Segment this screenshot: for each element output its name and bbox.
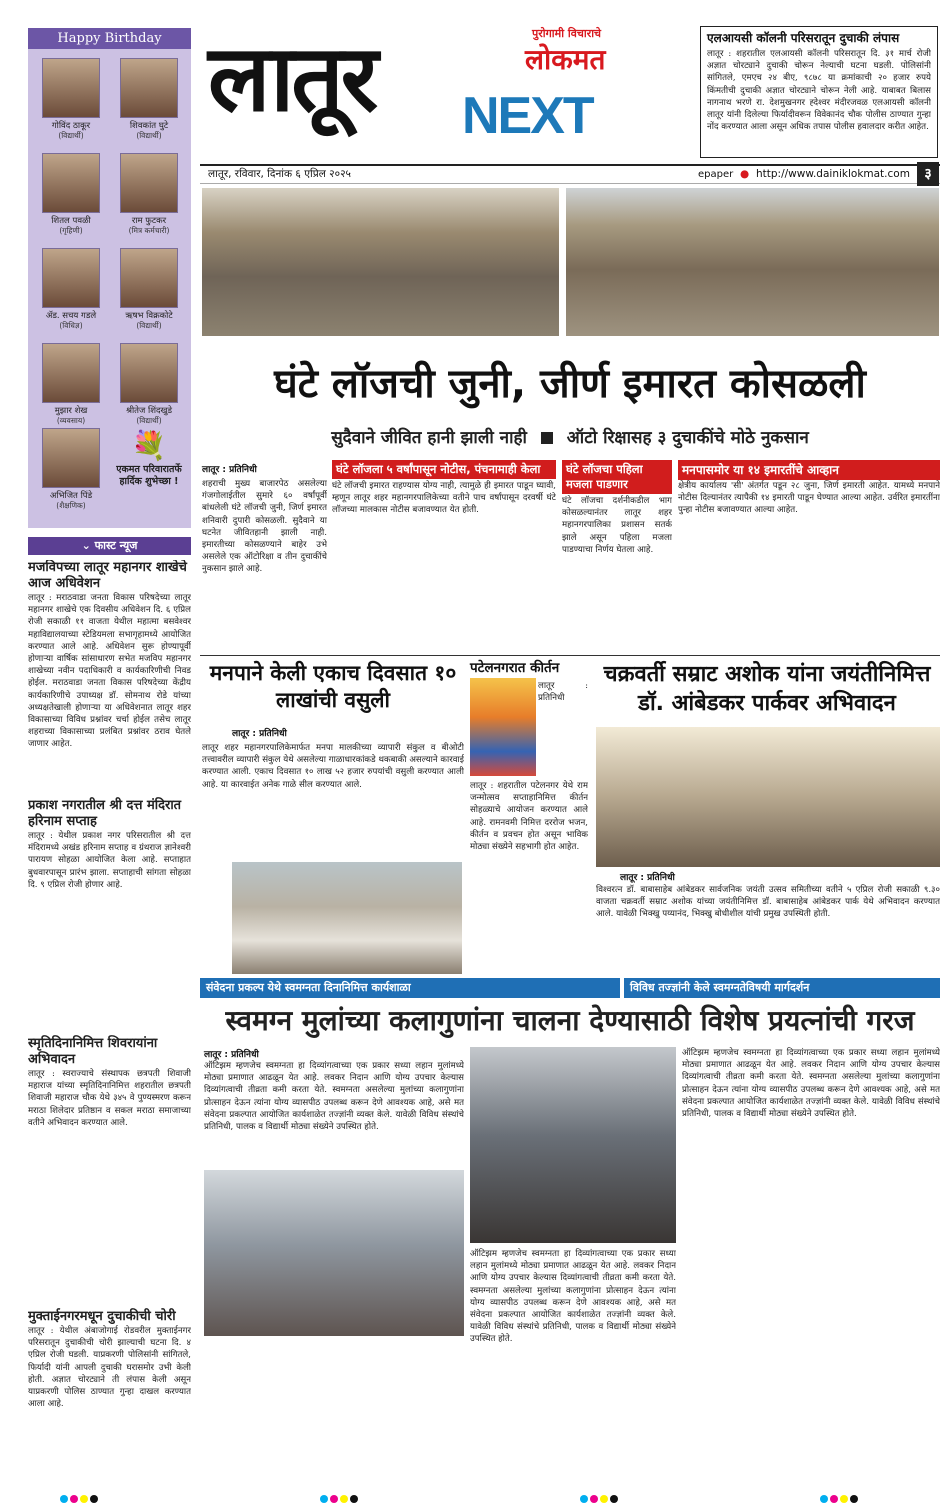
masthead-tagline: पुरोगामी विचाराचे [532, 27, 602, 40]
bottom-headline: स्वमग्न मुलांच्या कलागुणांना चालना देण्यासाठी विशेष प्रयत्नांची गरज [225, 1004, 915, 1037]
news-body: लातूर : मराठवाडा जनता विकास परिषदेच्या लातूर महानगर शाखेचे एक दिवसीय अधिवेशन दि. ६ एप्रिल रोजी सकाळी ११ वाजता येथील महात्मा बसवेश्वर महाविद्यालयाच्या स्टेडियमला सभागृहामध्ये आयोजित करण्यात आले आहे. अधिवेशन सुरू होण्यापूर्वी होणाऱ्या वार्षिक सांसाधारण सभेत मजविप महानगर शाखेच्या नवीन पदाधिकारी व कार्यकारिणीची निवड होईल. मराठवाडा जनता विकास परिषदेच्या केंद्रीय कार्यकारिणीचे उपाध्यक्ष डॉ. सोमनाथ रोडे यांच्या अध्यक्षतेखाली होणाऱ्या या अधिवेशनात लातूर शहर विकासाच्या विविध प्रश्नांवर चर्चा होईल तसेच लातूर शहराच्या विकासाच्या प्रलंबित प्रश्नांवर ठराव घेतले जाणार आहेत. [28, 593, 191, 750]
birthday-person [34, 153, 108, 235]
person-name: अभिजित पिंडे [49, 491, 93, 501]
news-headline: प्रकाश नगरातील श्री दत्त मंदिरात हरिनाम सप्ताह [28, 798, 182, 829]
person-role: (विद्यार्थी) [136, 321, 162, 330]
person-role: (विधिज्ञ) [59, 321, 83, 330]
box-headline: मनपासमोर या १४ इमारतींचे आव्हान [678, 460, 940, 480]
wish-block [112, 428, 186, 488]
dateline: लातूर, रविवार, दिनांक ६ एप्रिल २०२५ [208, 168, 352, 180]
person-photo [42, 248, 100, 308]
masthead [200, 24, 688, 162]
epaper-label: epaper [698, 169, 734, 180]
box-headline: घंटे लॉजला ५ वर्षांपासून नोटीस, पंचनामाही केला [332, 460, 556, 479]
globe-icon: ● [740, 168, 750, 180]
person-name: शिवकांत घुटे [129, 121, 169, 131]
workshop-photo-left [204, 1170, 464, 1336]
lead-headline: घंटे लॉजची जुनी, जीर्ण इमारत कोसळली [274, 361, 866, 407]
page-number: ३ [917, 162, 939, 186]
birthday-person [34, 248, 108, 330]
bottom-body-cont: ऑटिझम म्हणजेच स्वमग्नता हा दिव्यांगत्वाच्या एक प्रकार सध्या लहान मुलांमध्ये मोठ्या प्रमाणात आढळून येत आहे. लवकर निदान आणि योग्य उपचार केल्यास दिव्यांगत्वाची तीव्रता कमी करता येते. स्वमग्नता असलेल्या मुलांच्या कलागुणांना प्रोत्साहन देऊन त्यांना योग्य व्यासपीठ उपलब्ध करून देणे आवश्यक आहे, असे मत संवेदना प्रकल्पात आयोजित कार्यशाळेत तज्ज्ञांनी व्यक्त केले. यावेळी विविध संस्थांचे प्रतिनिधी, पालक व विद्यार्थी मोठ्या संख्येने उपस्थित होते. [470, 1249, 676, 1345]
person-name: ॲड. सचय गडले [45, 311, 97, 321]
person-role: (विद्यार्थी) [136, 416, 162, 425]
person-photo [42, 343, 100, 403]
person-name: ऋषभ विक्रकोटे [125, 311, 173, 321]
box-body: घंटे लॉजची इमारत राहण्यास योग्य नाही, त्यामुळे ही इमारत पाडून घ्यावी, म्हणून लातूर शहर महानगरपालिकेच्या वतीने पाच वर्षांपासून दरवर्षी घंटे लॉजच्या मालकास नोटीस बजावण्यात येत होती. [332, 481, 556, 516]
bottom-byline: लातूर : प्रतिनिधी [204, 1050, 259, 1060]
person-role: (विद्यार्थी) [136, 131, 162, 140]
news-body: लातूर : स्वराज्याचे संस्थापक छत्रपती शिवाजी महाराज यांच्या स्मृतिदिनानिमित्त शहरातील छत्रपती शिवाजी महाराज चौक येथे ३४५ वे पुण्यस्मरण करून मराठा शिलेदार प्रतिष्ठान व सकल मराठा समाजाच्या वतीने अभिवादन करण्यात आले. [28, 1069, 191, 1128]
person-photo [42, 58, 100, 118]
birthday-person [112, 153, 186, 235]
band-right: विविध तज्ज्ञांनी केले स्वमग्नतेविषयी मार्गदर्शन [624, 978, 940, 998]
cheque-handover-photo [232, 862, 462, 974]
person-photo [42, 428, 100, 488]
box-headline: घंटे लॉजचा पहिला मजला पाडणार [562, 460, 672, 494]
birthday-person [34, 343, 108, 425]
news-headline: स्मृतिदिनानिमित्त शिवरायांना अभिवादन [28, 1036, 158, 1067]
person-photo [42, 153, 100, 213]
lead-subhead: ऑटो रिक्षासह ३ दुचाकींचे मोठे नुकसान [566, 428, 809, 448]
damaged-building-photo [566, 188, 939, 336]
brief-body: लातूर : शहरातील एलआयसी कॉलनी परिसरातून दि. ३१ मार्च रोजी अज्ञात चोरट्याने दुचाकी चोरून नेल्याची घटना घडली. पोलिसांनी सांगितले, एमएच २४ बीए, ९८७८ या क्रमांकाची २० हजार रुपये किंमतीची दुचाकी अज्ञात चोरट्याने चोरून नेली आहे. याबाबत बिलास नागनाथ भरणे रा. देशमुखनगर ह्देश्वर मंदीरजवळ एलआयसी कॉलनी लातूर यांनी दिलेल्या फिर्यादीवरून विवेकानंद चौक पोलीस ठाण्यात गुन्हा नोंद करण्यात आला असून अधिक तपास पोलीस हवालदार करीत आहेत. [707, 49, 931, 133]
person-role: (विद्यार्थी) [58, 131, 84, 140]
birthday-title: Happy Birthday [28, 28, 191, 49]
kirtan-body: लातूर : शहरातील पटेलनगर येथे राम जन्मोत्सव सप्ताहानिमित्त कीर्तन सोहळ्याचे आयोजन करण्यात आले आहे. रामनवमी निमित्त दररोज भजन, कीर्तन व प्रवचन होत असून भाविक मोठ्या संख्येने सहभागी होत आहेत. [470, 781, 588, 853]
person-photo [120, 153, 178, 213]
lead-body: शहराची मुख्य बाजारपेठ असलेल्या गंजगोलाईतील सुमारे ६० वर्षांपूर्वी बांधलेली घंटे लॉजची जुनी, जिर्ण इमारत शनिवारी दुपारी कोसळली. सुदैवाने या घटनेत जीवितहानी झाली नाही. इमारतीच्या कोसळण्याने बाहेर उभे असलेले एक ऑटोरिक्षा व तीन दुचाकींचे नुकसान झाले आहे. [202, 479, 327, 575]
kirtan-byline: लातूर : प्रतिनिधी [538, 681, 588, 704]
wish-text: एकमत परिवारातर्फे हार्दिक शुभेच्छा ! [116, 464, 182, 487]
chevron-down-icon: ⌄ [81, 539, 95, 552]
lead-byline: लातूर : प्रतिनिधी [202, 465, 257, 475]
masthead-next: NEXT [462, 87, 593, 145]
manapa-byline: लातूर : प्रतिनिधी [232, 729, 287, 739]
person-name: शितल पवळी [51, 216, 91, 226]
lead-subhead: सुदैवाने जीवित हानी झाली नाही [331, 428, 527, 448]
fast-news-label: फास्ट न्यूज [94, 539, 138, 552]
manapa-body: लातूर शहर महानगरपालिकेमार्फत मनपा मालकीच्या व्यापारी संकुल व बीओटी तत्त्वावरील व्यापारी संकुल येथे असलेल्या गाळाधारकांकडे थकबाकी असल्याने कारवाई करण्यात आली. एकाच दिवसात १० लाख ५२ हजार रुपयांची वसुली करण्यात आली आहे. या कारवाईत अनेक गाळे सील करण्यात आले. [202, 743, 464, 790]
band-left: संवेदना प्रकल्प येथे स्वमग्नता दिनानिमित्त कार्यशाळा [200, 978, 620, 998]
person-name: मुझार शेख [54, 406, 88, 416]
bottom-body: ऑटिझम म्हणजेच स्वमग्नता हा दिव्यांगत्वाच्या एक प्रकार सध्या लहान मुलांमध्ये मोठ्या प्रमाणात आढळून येत आहे. लवकर निदान आणि योग्य उपचार केल्यास दिव्यांगत्वाची तीव्रता कमी करता येते. स्वमग्नता असलेल्या मुलांच्या कलागुणांना प्रोत्साहन देऊन त्यांना योग्य व्यासपीठ उपलब्ध करून देणे आवश्यक आहे, असे मत संवेदना प्रकल्पात आयोजित कार्यशाळेत तज्ज्ञांनी व्यक्त केले. यावेळी विविध संस्थांचे प्रतिनिधी, पालक व विद्यार्थी मोठ्या संख्येने उपस्थित होते. [204, 1061, 464, 1133]
registration-marks [60, 1488, 100, 1507]
person-role: (व्यवसाय) [56, 416, 86, 425]
news-body: लातूर : येथील प्रकाश नगर परिसरातील श्री दत्त मंदिरामध्ये अखंड हरिनाम सप्ताह व ग्रंथराज ज्ञानेश्वरी पारायण सोहळा आयोजित केला आहे. सप्ताहात बुधवारपासून प्रारंभ झाला. सप्ताहाची सांगता सोहळा दि. ९ एप्रिल रोजी होणार आहे. [28, 831, 191, 890]
brief-headline: एलआयसी कॉलनी परिसरातून दुचाकी लंपास [707, 31, 900, 45]
square-bullet-icon [541, 432, 553, 444]
box-body: घंटे लॉजचा दर्शनीकडील भाग कोसळल्यानंतर लातूर शहर महानगरपालिका प्रशासन सतर्क झाले असून पहिला मजला पाडण्याचा निर्णय घेतला आहे. [562, 496, 672, 555]
bottom-body-cont: ऑटिझम म्हणजेच स्वमग्नता हा दिव्यांगत्वाच्या एक प्रकार सध्या लहान मुलांमध्ये मोठ्या प्रमाणात आढळून येत आहे. लवकर निदान आणि योग्य उपचार केल्यास दिव्यांगत्वाची तीव्रता कमी करता येते. स्वमग्नता असलेल्या मुलांच्या कलागुणांना प्रोत्साहन देऊन त्यांना योग्य व्यासपीठ उपलब्ध करून देणे आवश्यक आहे, असे मत संवेदना प्रकल्पात आयोजित कार्यशाळेत तज्ज्ञांनी व्यक्त केले. यावेळी विविध संस्थांचे प्रतिनिधी, पालक व विद्यार्थी मोठ्या संख्येने उपस्थित होते. [682, 1048, 940, 1120]
ashok-headline: चक्रवर्ती सम्राट अशोक यांना जयंतीनिमित्त डॉ. आंबेडकर पार्कवर अभिवादन [603, 662, 931, 716]
site-url[interactable]: http://www.dainiklokmat.com [756, 168, 910, 180]
birthday-person [112, 248, 186, 330]
dateline-bar [200, 164, 940, 184]
ashok-tribute-photo [596, 727, 940, 867]
divider [200, 655, 940, 656]
person-name: गोविंद ठाकूर [51, 121, 91, 131]
deity-image [470, 678, 536, 776]
registration-marks [820, 1488, 860, 1507]
birthday-person [112, 343, 186, 425]
fast-news-header [28, 537, 191, 555]
birthday-panel [28, 28, 191, 528]
birthday-person [34, 58, 108, 140]
ashok-body: विश्वरत्न डॉ. बाबासाहेब आंबेडकर सार्वजनिक जयंती उत्सव समितीच्या वतीने ५ एप्रिल रोजी सकाळी ९.३० वाजता चक्रवर्ती सम्राट अशोक यांच्या जयंतीनिमित्त डॉ. बाबासाहेब आंबेडकर पार्क येथे अभिवादन करण्यात आले. यावेळी भिक्खु पय्यानंद, भिक्खु बोधीशील यांची प्रमुख उपस्थिती होती. [596, 885, 940, 920]
kirtan-headline: पटेलनगरात कीर्तन [470, 660, 560, 676]
ashok-byline: लातूर : प्रतिनिधी [620, 873, 675, 883]
birthday-person [34, 428, 108, 510]
manapa-headline: मनपाने केली एकाच दिवसात १० लाखांची वसुली [209, 661, 457, 712]
news-body: लातूर : येथील अंबाजोगाई रोडवरील मुक्ताईनगर परिसरातून दुचाकीची चोरी झाल्याची घटना दि. ४ एप्रिल रोजी घडली. याप्रकरणी पोलिसांनी सांगितले, फिर्यादी यांनी आपली दुचाकी घरासमोर उभी केली होती. अज्ञात चोरट्याने ती लंपास केली असून याप्रकरणी पोलिस ठाण्यात गुन्हा दाखल करण्यात आला आहे. [28, 1326, 191, 1410]
person-name: राम फुटकर [131, 216, 167, 226]
top-right-brief [700, 26, 938, 158]
news-headline: मजविपच्या लातूर महानगर शाखेचे आज अधिवेशन [28, 560, 187, 591]
person-role: (मित्र कर्मचारी) [128, 226, 170, 235]
person-role: (शैक्षणिक) [56, 501, 86, 510]
person-name: श्रीतेज शिंदखुडे [125, 406, 173, 416]
news-headline: मुक्ताईनगरमधून दुचाकीची चोरी [28, 1309, 176, 1324]
box-body: क्षेत्रीय कार्यालय 'सी' अंतर्गत पडून २८ जुना, जिर्ण इमारती आहेत. यामध्ये मनपाने नोटीस दिल्यानंतर त्यापैकी १४ इमारती पाडून घेण्यात आल्या आहेत. उर्वरित इमारतींना पुन्हा नोटीस बजावण्यात आल्या आहेत. [678, 481, 940, 516]
person-role: (गृहिणी) [59, 226, 83, 235]
workshop-photo-right [470, 1047, 676, 1243]
birthday-person [112, 58, 186, 140]
lead-subheads [200, 425, 940, 448]
person-photo [120, 248, 178, 308]
registration-marks [580, 1488, 620, 1507]
masthead-brand: लोकमत [525, 43, 606, 76]
registration-marks [320, 1488, 360, 1507]
masthead-title: लातूर [208, 25, 376, 132]
person-photo [120, 58, 178, 118]
flower-icon: 💐 [131, 429, 167, 462]
fast-news-list [28, 560, 191, 1485]
person-photo [120, 343, 178, 403]
collapsed-building-photo [202, 188, 559, 336]
left-sidebar [0, 0, 193, 1501]
